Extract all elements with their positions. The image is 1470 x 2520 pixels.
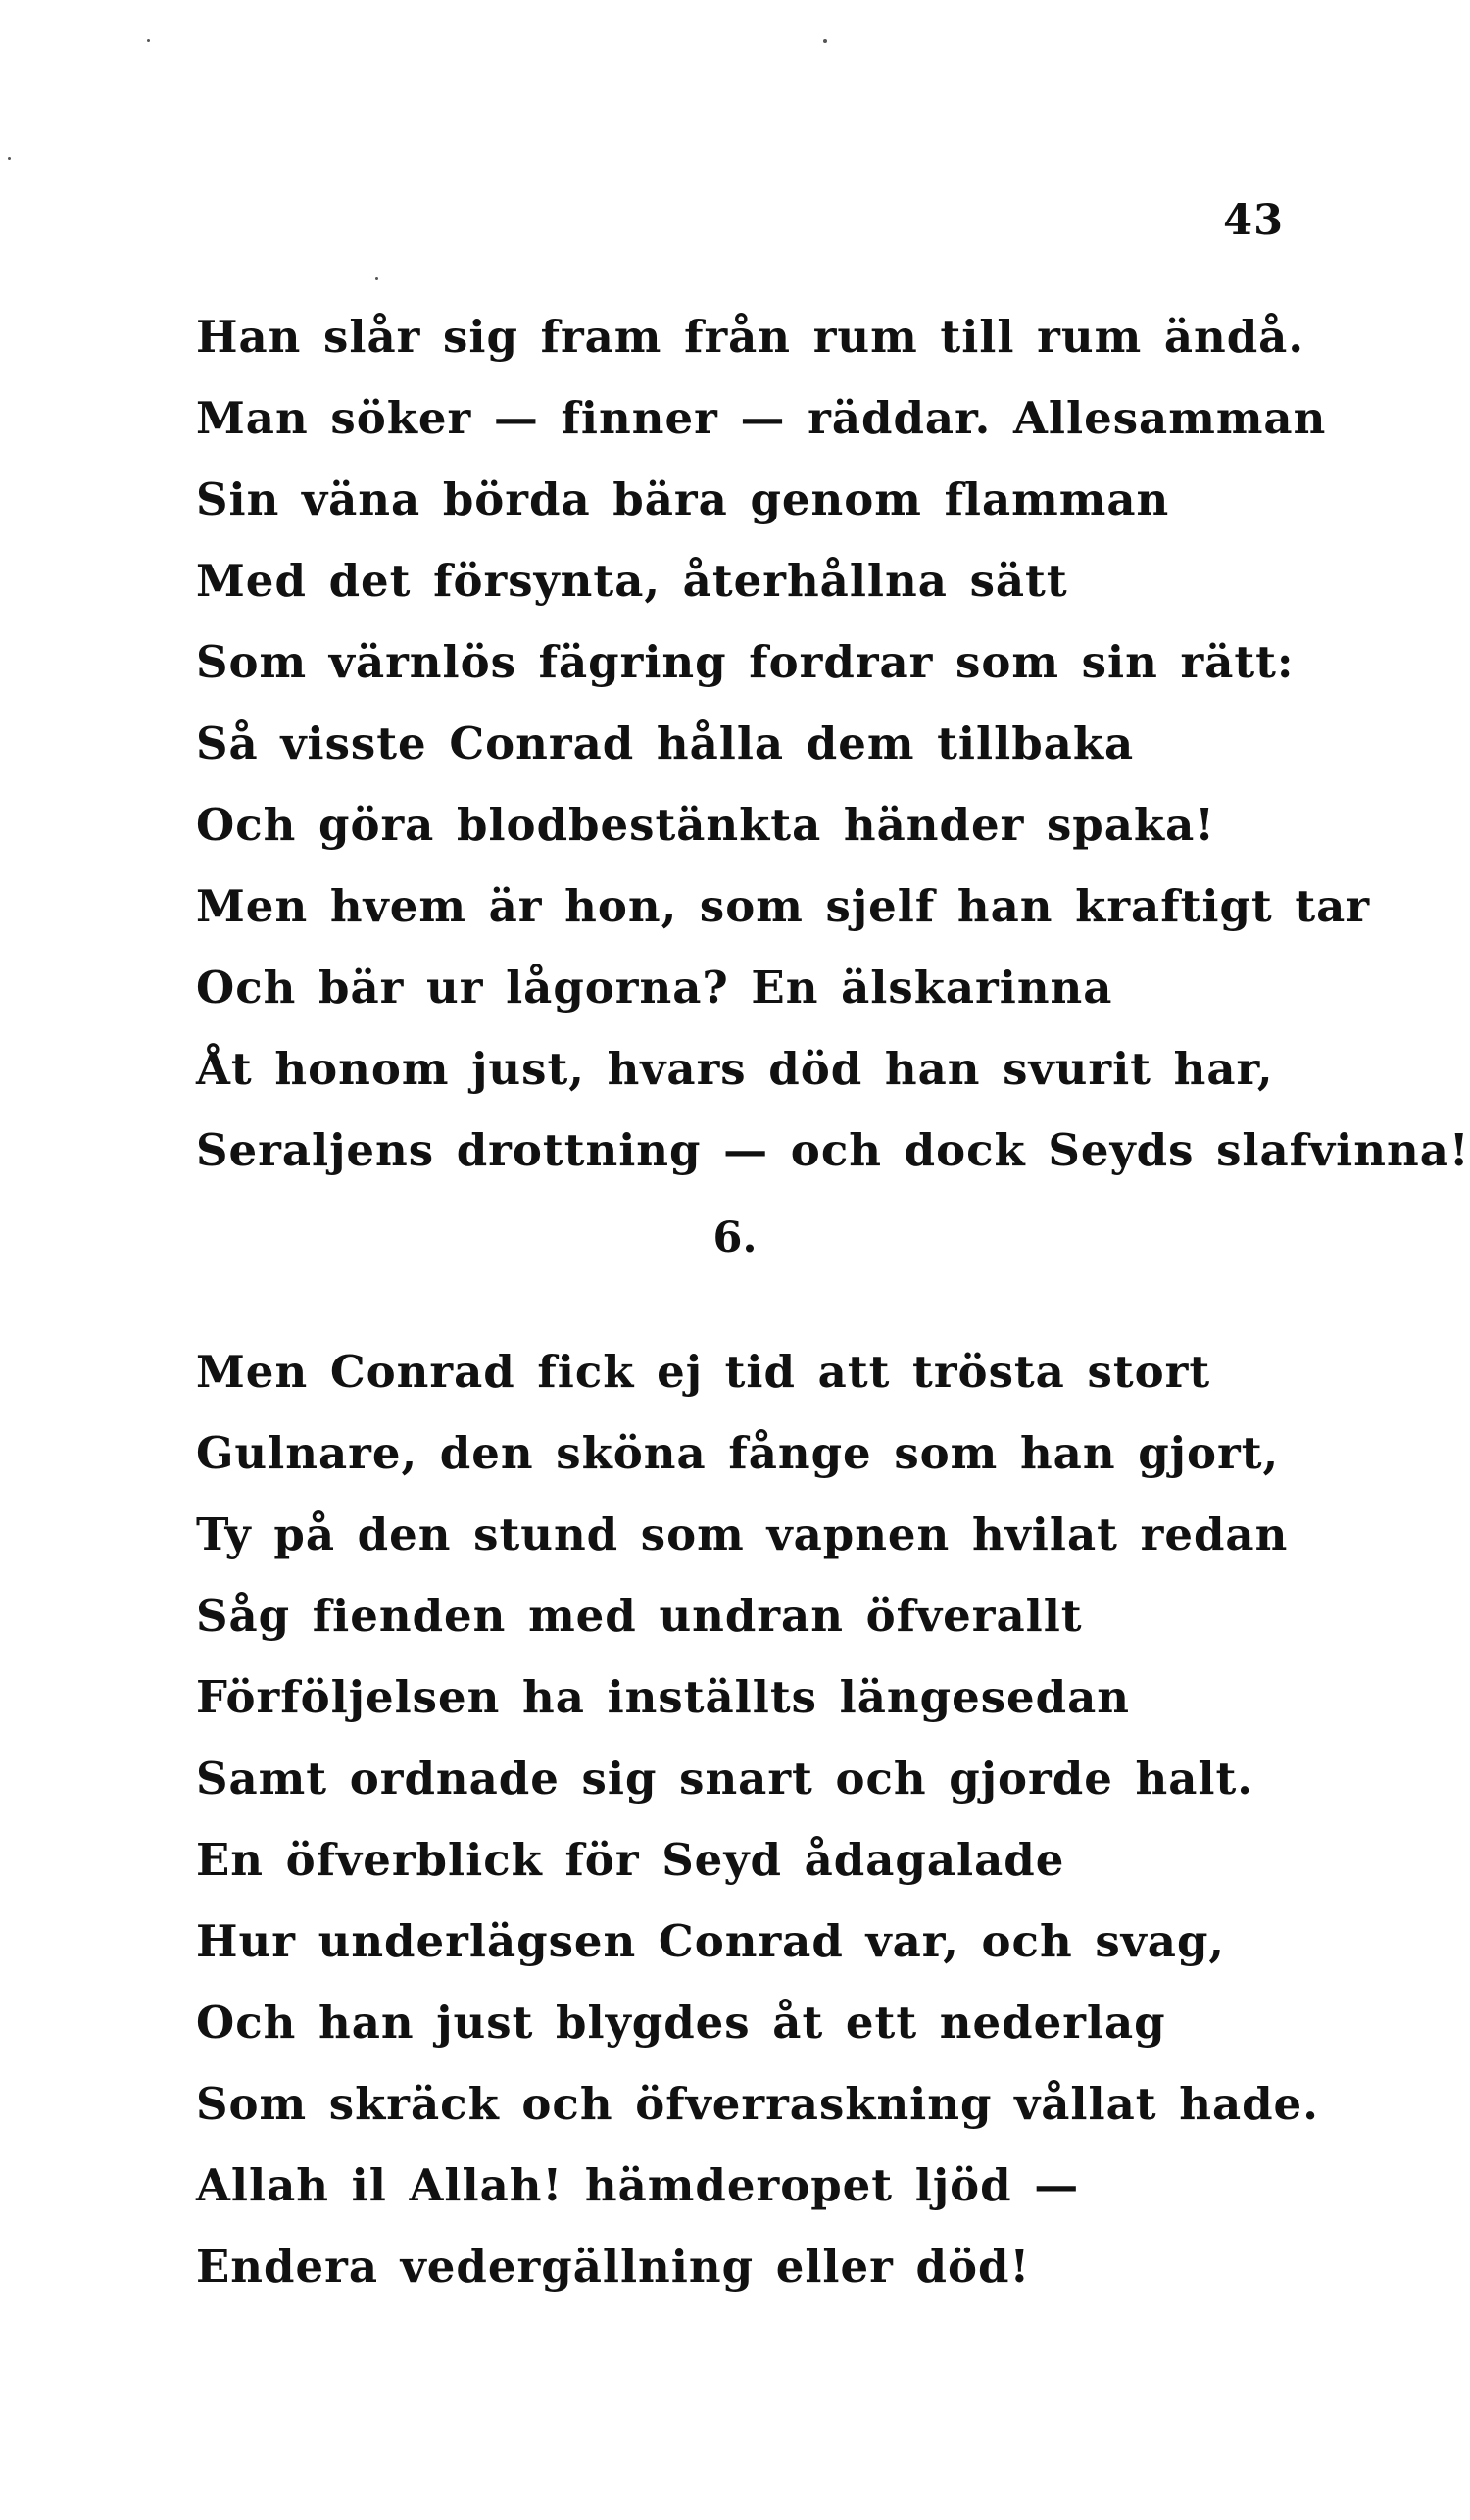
verse-line: Han slår sig fram från rum till rum ändå. [196, 311, 1305, 363]
verse-line: Samt ordnade sig snart och gjorde halt. [196, 1753, 1253, 1804]
verse-line: Hur underlägsen Conrad var, och svag, [196, 1915, 1226, 1967]
verse-line: Endera vedergällning eller död! [196, 2241, 1031, 2293]
verse-line: Åt honom just, hvars död han svurit har, [196, 1043, 1274, 1095]
verse-line: Allah il Allah! hämderopet ljöd — [196, 2159, 1080, 2211]
verse-line: Och bär ur lågorna? En älskarinna [196, 962, 1113, 1013]
stanza-2 [196, 1331, 1333, 2307]
verse-line: Som skräck och öfverraskning vållat hade. [196, 2078, 1319, 2130]
page-number: 43 [1223, 196, 1284, 245]
stanza-1 [196, 296, 1470, 1191]
verse-line: Ty på den stund som vapnen hvilat redan [196, 1508, 1289, 1560]
verse-line: Gulnare, den sköna fånge som han gjort, [196, 1427, 1280, 1479]
verse-line: Så visste Conrad hålla dem tillbaka [196, 717, 1135, 769]
verse-line: Sin väna börda bära genom flamman [196, 473, 1170, 525]
verse-line: Och han just blygdes åt ett nederlag [196, 1997, 1166, 2049]
print-speck [375, 277, 378, 280]
print-speck [8, 157, 11, 160]
verse-line: Man söker — finner — räddar. Allesamman [196, 392, 1327, 444]
verse-line: Men hvem är hon, som sjelf han kraftigt tar [196, 880, 1371, 932]
verse-line: Förföljelsen ha inställts längesedan [196, 1671, 1131, 1723]
section-number: 6. [712, 1213, 758, 1262]
print-speck [147, 39, 150, 42]
print-speck [823, 39, 827, 43]
verse-line: Med det försynta, återhållna sätt [196, 555, 1068, 607]
verse-line: Såg fienden med undran öfverallt [196, 1590, 1083, 1642]
verse-line: Men Conrad fick ej tid att trösta stort [196, 1346, 1211, 1398]
verse-line: Och göra blodbestänkta händer spaka! [196, 799, 1216, 851]
verse-line: En öfverblick för Seyd ådagalade [196, 1834, 1065, 1886]
verse-line: Seraljens drottning — och dock Seyds slafvinna! [196, 1124, 1470, 1176]
verse-line: Som värnlös fägring fordrar som sin rätt: [196, 636, 1295, 688]
